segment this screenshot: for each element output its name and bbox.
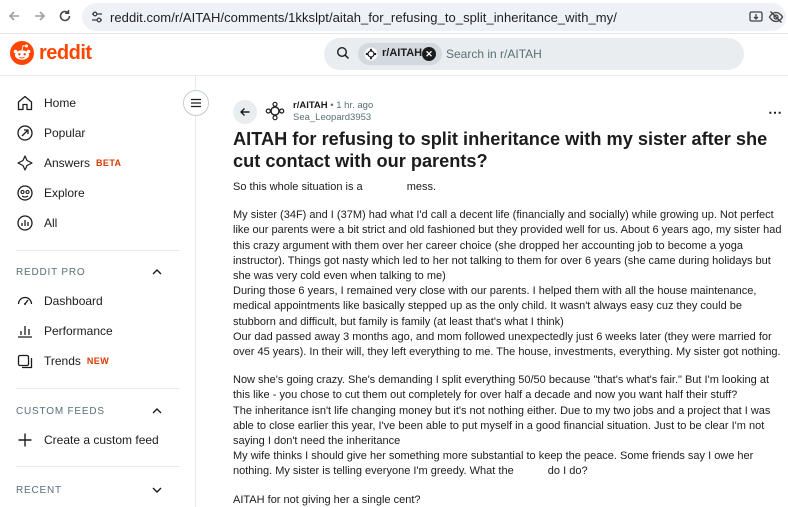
more-options-icon[interactable]: ⋯: [768, 104, 783, 120]
sidebar-item-label: Home: [44, 96, 77, 110]
sidebar-item-label: All: [44, 216, 58, 230]
post-timestamp: • 1 hr. ago: [330, 100, 374, 111]
url-text: reddit.com/r/AITAH/comments/1kkslpt/aitah_for_refusing_to_split_inheritance_with_my/: [110, 10, 617, 25]
search-placeholder: Search in r/AITAH: [446, 47, 542, 61]
beta-badge: BETA: [96, 158, 122, 168]
sidebar-item-dashboard[interactable]: [16, 289, 103, 313]
explore-icon: [16, 184, 34, 202]
post-title: AITAH for refusing to split inheritance with my sister after she cut contact with our parents?: [233, 129, 768, 171]
post-text: The inheritance isn't life changing money but it's not nothing either. Due to my two jobs and a project that I was able to close earlier this year, I've been able to put myself in a good financial situation. Just to be clear I'm not saying I don't need the inheritance: [233, 404, 771, 448]
post-paragraph: AITAH for not giving her a single cent?: [233, 493, 421, 506]
create-custom-feed-label: Create a custom feed: [44, 433, 159, 447]
search-bar[interactable]: [324, 38, 744, 70]
sidebar-item-answers[interactable]: [16, 151, 121, 175]
recent-section-title[interactable]: RECENT: [16, 485, 62, 496]
post-text: Now she's going crazy. She's demanding I split everything 50/50 because "that's what's fair." But I'm looking at this like - you chose to cut them out completely for over half a decade and now you want half their stuff?: [233, 374, 770, 402]
post-text: do I do?: [544, 465, 588, 478]
install-app-icon[interactable]: [748, 9, 764, 25]
sidebar-item-all[interactable]: [16, 211, 57, 235]
performance-icon: [16, 322, 34, 340]
post-text: During those 6 years, I remained very close with our parents. I helped them with all the house maintenance, medical appointments like basically stepped up as the only child. It wasn't always easy cuz they could be stubborn and difficult, but family is family (at least that's what I think): [233, 285, 757, 328]
browser-toolbar: [0, 0, 788, 34]
create-custom-feed-button[interactable]: [16, 428, 159, 452]
post-paragraph: [233, 208, 785, 360]
back-button[interactable]: [233, 100, 257, 124]
sidebar-item-explore[interactable]: [16, 181, 85, 205]
sidebar-item-label: Trends: [44, 354, 81, 368]
chevron-up-icon[interactable]: [151, 266, 163, 278]
menu-icon: [190, 97, 202, 109]
sidebar-item-popular[interactable]: [16, 121, 85, 145]
sidebar-item-label: Explore: [44, 186, 85, 200]
back-arrow-icon[interactable]: [4, 6, 24, 26]
sidebar-item-label: Popular: [44, 126, 86, 140]
post-author-link[interactable]: Sea_Leopard3953: [293, 112, 372, 123]
chip-close-icon[interactable]: ✕: [422, 47, 436, 61]
post-text: Our dad passed away 3 months ago, and mom followed unexpectedly just 6 weeks later (they were married for over 45 years). In their will, they left everything to me. The house, investments, everything. My sister got nothing.: [233, 330, 781, 359]
eye-off-icon[interactable]: [768, 9, 784, 25]
sidebar-divider: [16, 250, 180, 251]
all-icon: [16, 214, 34, 232]
new-badge: NEW: [86, 356, 110, 366]
post-text: So this whole situation is a: [233, 181, 366, 193]
post-text: mess.: [403, 181, 437, 193]
reddit-snoo-icon: [10, 41, 34, 65]
reddit-wordmark: reddit: [39, 41, 92, 64]
sidebar-item-label: Performance: [44, 324, 113, 338]
address-bar[interactable]: [82, 3, 786, 31]
back-arrow-icon: [239, 106, 251, 118]
subreddit-avatar-icon[interactable]: [265, 101, 285, 121]
subreddit-search-chip[interactable]: [358, 43, 442, 65]
post-paragraph: [233, 180, 785, 195]
chevron-down-icon[interactable]: [151, 484, 163, 496]
chevron-up-icon[interactable]: [151, 405, 163, 417]
post-text: My wife thinks I should give her something more substantial to keep the peace. Some friends say I owe her nothing. My sister is telling everyone I'm greedy. What the: [233, 450, 754, 478]
reddit-header: [0, 34, 788, 76]
sidebar-item-label: Dashboard: [44, 294, 103, 308]
post-subreddit-line: [293, 100, 373, 111]
answers-icon: [16, 154, 34, 172]
sidebar-item-performance[interactable]: [16, 319, 113, 343]
dashboard-icon: [16, 292, 34, 310]
site-info-icon[interactable]: [90, 10, 104, 24]
search-icon: [336, 46, 350, 60]
post-subreddit-link[interactable]: r/AITAH: [293, 100, 328, 111]
sidebar-item-home[interactable]: [16, 91, 76, 115]
sidebar-collapse-button[interactable]: [183, 90, 209, 116]
left-sidebar: [0, 76, 196, 507]
sidebar-divider: [16, 388, 180, 389]
reddit-pro-section-title[interactable]: REDDIT PRO: [16, 267, 86, 278]
post-paragraph: [233, 373, 785, 479]
sidebar-divider: [16, 466, 180, 467]
search-chip-label: r/AITAH: [382, 47, 423, 59]
sidebar-item-label: Answers: [44, 156, 91, 170]
sidebar-item-trends[interactable]: [16, 349, 109, 373]
home-icon: [16, 94, 34, 112]
custom-feeds-section-title[interactable]: CUSTOM FEEDS: [16, 406, 105, 417]
reddit-logo[interactable]: [10, 41, 92, 65]
subreddit-avatar-icon: [364, 47, 378, 61]
popular-icon: [16, 124, 34, 142]
post-text: My sister (34F) and I (37M) had what I'd call a decent life (financially and socially) while growing up. Not perfect like our parents were a bit strict and old fashioned but they provided well for us. About 6 years ago, my sister had this crazy argument with them over her career choice (she dropped her accounting job to become a yoga instructor). Things got nasty which led to her not talking to them for over 6 years (she came during holidays but she was very cold even when talking to me): [233, 209, 782, 283]
trends-icon: [16, 352, 34, 370]
reload-icon[interactable]: [55, 6, 75, 26]
plus-icon: [16, 431, 34, 449]
forward-arrow-icon[interactable]: [30, 6, 50, 26]
post-body: [233, 180, 785, 507]
